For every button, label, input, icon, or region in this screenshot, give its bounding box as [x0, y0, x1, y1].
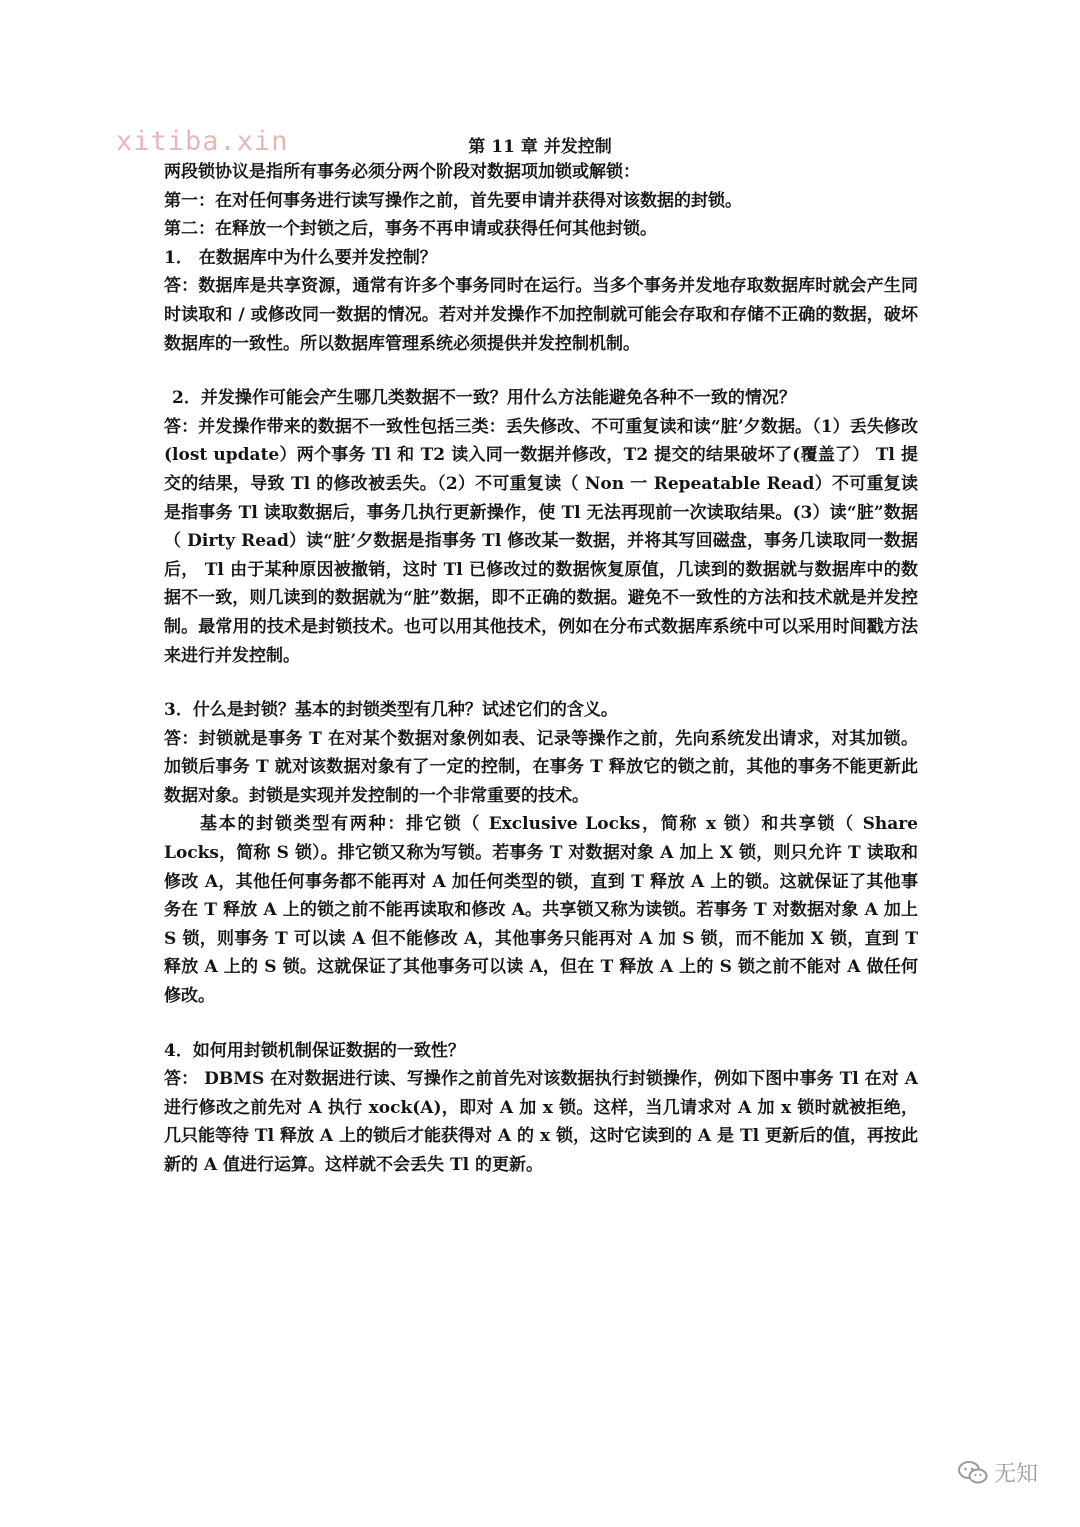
intro-line: 第一：在对任何事务进行读写操作之前，首先要申请并获得对该数据的封锁。 [164, 190, 742, 211]
spacer [164, 358, 918, 384]
answer-1: 答：数据库是共享资源，通常有许多个事务同时在运行。当多个事务并发地存取数据库时就会产生同时读取和 / 或修改同一数据的情况。若对并发操作不加控制就可能会存取和存储不正确的数据，破坏数据库的一致性。所以数据库管理系统必须提供并发控制机制。 [164, 276, 918, 354]
intro-line: 两段锁协议是指所有事务必须分两个阶段对数据项加锁或解锁： [164, 162, 640, 182]
account-badge [958, 1457, 1038, 1488]
answer-4: 答： DBMS 在对数据进行读、写操作之前首先对该数据执行封锁操作，例如下图中事务 Tl 在对 A 进行修改之前先对 A 执行 xock(A)，即对 A 加 x 锁。这样，当几请求对 A 加 x 锁时就被拒绝，几只能等待 Tl 释放 A 上的锁后才能获得对 A 的 x 锁，这时它读到的 A 是 Tl 更新后的值，再按此新的 A 值进行运算。这样就不会丢失 Tl 的更新。 [164, 1069, 918, 1175]
spacer [164, 670, 918, 696]
document-body [164, 158, 918, 1180]
question-2: 2．并发操作可能会产生哪几类数据不一致？用什么方法能避免各种不一致的情况？ [172, 388, 796, 409]
answer-2: 答：并发操作带来的数据不一致性包括三类：丢失修改、不可重复读和读“脏’夕数据。（1）丢失修改(lost update）两个事务 Tl 和 T2 读入同一数据并修改，T2 提交的结果破坏了(覆盖了） Tl 提交的结果，导致 Tl 的修改被丢失。（2）不可重复读（ Non 一 Repeatable Read）不可重复读是指事务 Tl 读取数据后，事务几执行更新操作，使 Tl 无法再现前一次读取结果。(3）读“脏”数据（ Dirty Read）读“脏’夕数据是指事务 Tl 修改某一数据，并将其写回磁盘，事务几读取同一数据后， Tl 由于某种原因被撤销，这时 Tl 已修改过的数据恢复原值，几读到的数据就与数据库中的数据不一致，则几读到的数据就为“脏”数据，即不正确的数据。避免不一致性的方法和技术就是并发控制。最常用的技术是封锁技术。也可以用其他技术，例如在分布式数据库系统中可以采用时间戳方法来进行并发控制。 [164, 416, 918, 666]
watermark: xitiba.xin [116, 126, 289, 157]
question-3: 3．什么是封锁？基本的封锁类型有几种？试述它们的含义。 [164, 700, 618, 721]
answer-3: 答：封锁就是事务 T 在对某个数据对象例如表、记录等操作之前，先向系统发出请求，对其加锁。加锁后事务 T 就对该数据对象有了一定的控制，在事务 T 释放它的锁之前，其他的事务不能更新此数据对象。封锁是实现并发控制的一个非常重要的技术。 [164, 728, 918, 806]
answer-3-continued: 基本的封锁类型有两种：排它锁（ Exclusive Locks，简称 x 锁）和共享锁（ Share Locks，简称 S 锁）。排它锁又称为写锁。若事务 T 对数据对象 A 加上 X 锁，则只允许 T 读取和修改 A，其他任何事务都不能再对 A 加任何类型的锁，直到 T 释放 A 上的锁。这就保证了其他事务在 T 释放 A 上的锁之前不能再读取和修改 A。共享锁又称为读锁。若事务 T 对数据对象 A 加上 S 锁，则事务 T 可以读 A 但不能修改 A，其他事务只能再对 A 加 S 锁，而不能加 X 锁，直到 T 释放 A 上的 S 锁。这就保证了其他事务可以读 A，但在 T 释放 A 上的 S 锁之前不能对 A 做任何修改。 [164, 814, 918, 1007]
account-name: 无知 [994, 1462, 1039, 1487]
spacer [164, 1011, 918, 1037]
question-4: 4．如何用封锁机制保证数据的一致性？ [164, 1040, 465, 1061]
wechat-icon [958, 1460, 988, 1486]
intro-line: 第二：在释放一个封锁之后，事务不再申请或获得任何其他封锁。 [164, 219, 657, 240]
question-1: 1． 在数据库中为什么要并发控制？ [164, 247, 437, 268]
chapter-title: 第 11 章 并发控制 [468, 137, 612, 157]
